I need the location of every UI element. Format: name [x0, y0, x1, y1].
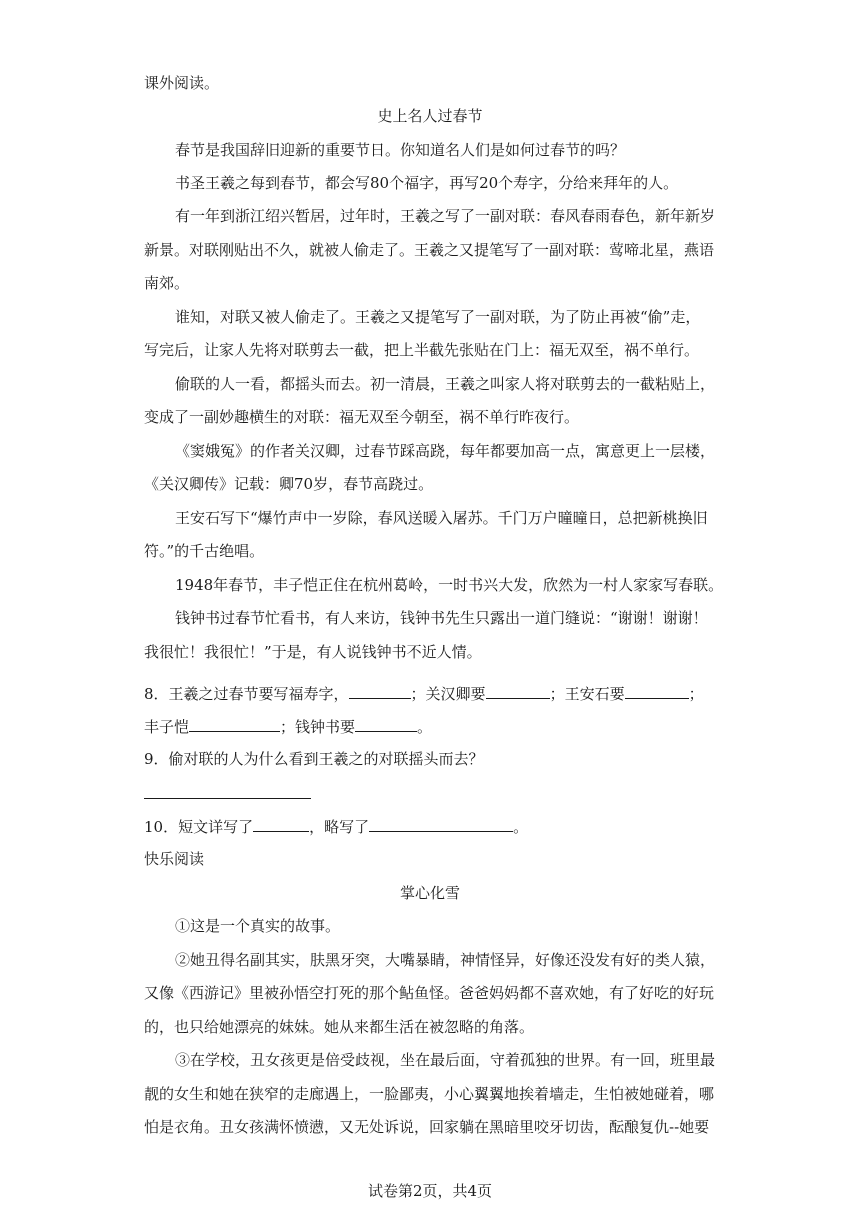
- paragraph-line: 靓的女生和她在狭窄的走廊遇上，一脸鄙夷，小心翼翼地挨着墙走，生怕被她碰着，哪: [144, 1085, 715, 1103]
- article-title: 掌心化雪: [399, 884, 460, 902]
- section-heading: 课外阅读。: [144, 74, 220, 92]
- answer-blank[interactable]: [355, 716, 417, 732]
- paragraph-line: ③在学校，丑女孩更是倍受歧视，坐在最后面，守着孤独的世界。有一回，班里最: [175, 1051, 716, 1069]
- paragraph-line: 春节是我国辞旧迎新的重要节日。你知道名人们是如何过春节的吗？: [175, 141, 626, 159]
- answer-blank[interactable]: [253, 816, 309, 832]
- question-8-line-1: [144, 683, 704, 704]
- paragraph-line: 钱钟书过春节忙看书，有人来访，钱钟书先生只露出一道门缝说：“谢谢！谢谢！: [175, 609, 708, 627]
- section-heading: 快乐阅读: [144, 850, 205, 868]
- answer-line[interactable]: [144, 798, 311, 799]
- question-text: 丰子恺: [144, 718, 190, 736]
- paragraph-line: 怕是衣角。丑女孩满怀愤懑，又无处诉说，回家躺在黑暗里咬牙切齿，酝酿复仇--她要: [144, 1118, 710, 1136]
- article-title: 史上名人过春节: [377, 107, 483, 125]
- paragraph-line: 有一年到浙江绍兴暂居，过年时，王羲之写了一副对联：春风春雨春色，新年新岁: [175, 207, 716, 225]
- answer-blank[interactable]: [486, 683, 550, 699]
- question-text: 。: [513, 818, 529, 836]
- question-10: [144, 816, 528, 837]
- question-text: ，略写了: [309, 818, 370, 836]
- paragraph-line: 谁知，对联又被人偷走了。王羲之又提笔写了一副对联，为了防止再被“偷”走，: [175, 308, 701, 326]
- paragraph-line: 又像《西游记》里被孙悟空打死的那个鲇鱼怪。爸爸妈妈都不喜欢她，有了好吃的好玩: [144, 984, 715, 1002]
- paragraph-line: 新景。对联刚贴出不久，就被人偷走了。王羲之又提笔写了一副对联：莺啼北星，燕语: [144, 241, 715, 259]
- question-text: ；钱钟书要: [280, 718, 356, 736]
- question-8-line-2: [144, 716, 432, 737]
- question-text: ；: [688, 685, 704, 703]
- paragraph-line: ①这是一个真实的故事。: [175, 917, 341, 935]
- question-text: ；关汉卿要: [410, 685, 486, 703]
- answer-blank[interactable]: [625, 683, 689, 699]
- paragraph-line: 我很忙！我很忙！”于是，有人说钱钟书不近人情。: [144, 643, 482, 661]
- paragraph-line: 符。”的千古绝唱。: [144, 542, 265, 560]
- paragraph-line: 书圣王羲之每到春节，都会写80个福字，再写20个寿字，分给来拜年的人。: [175, 174, 679, 192]
- answer-blank[interactable]: [369, 816, 513, 832]
- paragraph-line: 南郊。: [144, 274, 190, 292]
- paragraph-line: 变成了一副妙趣横生的对联：福无双至今朝至，祸不单行昨夜行。: [144, 408, 580, 426]
- question-9: 9．偷对联的人为什么看到王羲之的对联摇头而去？: [144, 750, 484, 768]
- question-text: ；王安石要: [549, 685, 625, 703]
- answer-blank[interactable]: [349, 683, 411, 699]
- paragraph-line: 1948年春节，丰子恺正住在杭州葛岭，一时书兴大发，欣然为一村人家家写春联。: [175, 576, 724, 594]
- answer-blank[interactable]: [189, 716, 280, 732]
- paragraph-line: ②她丑得名副其实，肤黑牙突，大嘴暴睛，神情怪异，好像还没发有好的类人猿，: [175, 951, 716, 969]
- paragraph-line: 写完后，让家人先将对联剪去一截，把上半截先张贴在门上：福无双至，祸不单行。: [144, 341, 700, 359]
- page-footer: 试卷第2页，共4页: [367, 1182, 493, 1200]
- paragraph-line: 《窦娥冤》的作者关汉卿，过春节踩高跷，每年都要加高一点，寓意更上一层楼，: [175, 442, 716, 460]
- paragraph-line: 的，也只给她漂亮的妹妹。她从来都生活在被忽略的角落。: [144, 1018, 535, 1036]
- paragraph-line: 偷联的人一看，都摇头而去。初一清晨，王羲之叫家人将对联剪去的一截粘贴上，: [175, 375, 716, 393]
- question-text: 10．短文详写了: [144, 818, 254, 836]
- question-text: 8．王羲之过春节要写福寿字，: [144, 685, 349, 703]
- paragraph-line: 王安石写下“爆竹声中一岁除，春风送暖入屠苏。千门万户曈曈日，总把新桃换旧: [175, 509, 708, 527]
- paragraph-line: 《关汉卿传》记载：卿70岁，春节高跷过。: [144, 475, 434, 493]
- question-text: 。: [417, 718, 433, 736]
